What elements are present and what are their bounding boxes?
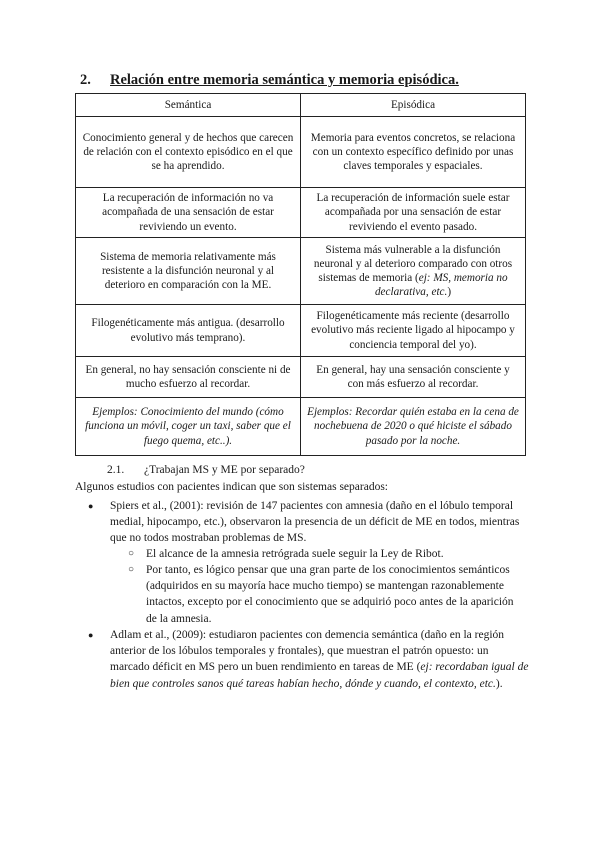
circle-bullet-icon: ○ xyxy=(128,564,135,575)
bullet-icon: ● xyxy=(88,630,94,640)
table-row xyxy=(76,238,526,305)
bullet-text-spiers: Spiers et al., (2001): revisión de 147 pacientes con amnesia (daño en el lóbulo temporal medial, hipocampo, etc.), observaron la presencia de un déficit de ME en todos, mientras que no todos mostraban problemas de MS. xyxy=(110,500,520,545)
cell-episodica-close: ) xyxy=(447,286,452,299)
cell-episodica: Filogenéticamente más reciente (desarrollo evolutivo más reciente ligado al hipocampo y conciencia temporal del yo). xyxy=(301,305,526,357)
subsection-title: ¿Trabajan MS y ME por separado? xyxy=(144,464,305,476)
comparison-table xyxy=(75,93,526,456)
cell-semantica xyxy=(76,398,301,456)
list-item xyxy=(88,498,525,547)
sub-bullet-ribot: El alcance de la amnesia retrógrada suele seguir la Ley de Ribot. xyxy=(146,548,444,560)
list-item xyxy=(88,627,530,692)
cell-episodica xyxy=(301,238,526,305)
header-semantica: Semántica xyxy=(76,94,301,117)
cell-semantica: Filogenéticamente más antigua. (desarrollo evolutivo más temprano). xyxy=(76,305,301,357)
cell-semantica: Sistema de memoria relativamente más resistente a la disfunción neuronal y al deterioro en comparación con la ME. xyxy=(76,238,301,305)
cell-episodica: En general, hay una sensación consciente y con más esfuerzo al recordar. xyxy=(301,357,526,398)
cell-episodica-text: Sistema más vulnerable a la disfunción neuronal y al deterioro comparado con otros sistemas de memoria ( xyxy=(313,243,513,284)
cell-episodica xyxy=(301,398,526,456)
cell-semantica: En general, no hay sensación consciente ni de mucho esfuerzo al recordar. xyxy=(76,357,301,398)
cell-semantica: Conocimiento general y de hechos que carecen de relación con el contexto episódico en el que se ha aprendido. xyxy=(76,117,301,188)
subsection-heading xyxy=(107,464,305,476)
subsection-number: 2.1. xyxy=(107,464,125,476)
table-row xyxy=(76,357,526,398)
table-header-row xyxy=(76,94,526,117)
cell-episodica-example: ej: MS, memoria no declarativa, etc. xyxy=(374,272,508,299)
bullet-icon: ● xyxy=(88,501,94,511)
sub-list-item xyxy=(128,546,526,562)
header-episodica: Episódica xyxy=(301,94,526,117)
bullet-text-adlam: Adlam et al., (2009): estudiaron pacientes con demencia semántica (daño en la región anterior de los lóbulos temporales y frontales), que muestran el patrón opuesto: un marcado déficit en MS pero un buen rendimiento en tareas de ME ( xyxy=(110,629,505,674)
table-row xyxy=(76,398,526,456)
section-title: Relación entre memoria semántica y memoria episódica. xyxy=(110,72,459,88)
bullet-adlam-close: ). xyxy=(495,677,503,690)
table-row xyxy=(76,117,526,188)
table-row xyxy=(76,188,526,238)
intro-paragraph: Algunos estudios con pacientes indican que son sistemas separados: xyxy=(75,481,388,493)
cell-episodica: La recuperación de información suele estar acompañada por una sensación de estar reviviendo el evento pasado. xyxy=(301,188,526,238)
sub-list-item xyxy=(128,562,526,627)
bullet-adlam-example: ej: recordaban igual de bien que controles sanos qué tareas habían hecho, dónde y cuando, el contexto, etc. xyxy=(110,661,529,690)
circle-bullet-icon: ○ xyxy=(128,548,135,559)
section-heading xyxy=(80,72,459,89)
cell-episodica: Memoria para eventos concretos, se relaciona con un contexto específico definido por unas claves temporales y espaciales. xyxy=(301,117,526,188)
sub-bullet-semantic: Por tanto, es lógico pensar que una gran parte de los conocimientos semánticos (adquiridos en su mayoría hace mucho tiempo) se mantengan razonablemente intactos, excepto por el conocimiento que se adquirió poco antes de la aparición de la amnesia. xyxy=(146,564,514,625)
example-semantica: Ejemplos: Conocimiento del mundo (cómo funciona un móvil, coger un taxi, saber que el fuego quema, etc..). xyxy=(85,406,291,447)
section-number: 2. xyxy=(80,72,91,88)
cell-semantica: La recuperación de información no va acompañada de una sensación de estar reviviendo un evento. xyxy=(76,188,301,238)
table-row xyxy=(76,305,526,357)
example-episodica: Ejemplos: Recordar quién estaba en la cena de nochebuena de 2020 o qué hiciste el sábado pasado por la noche. xyxy=(307,406,519,447)
